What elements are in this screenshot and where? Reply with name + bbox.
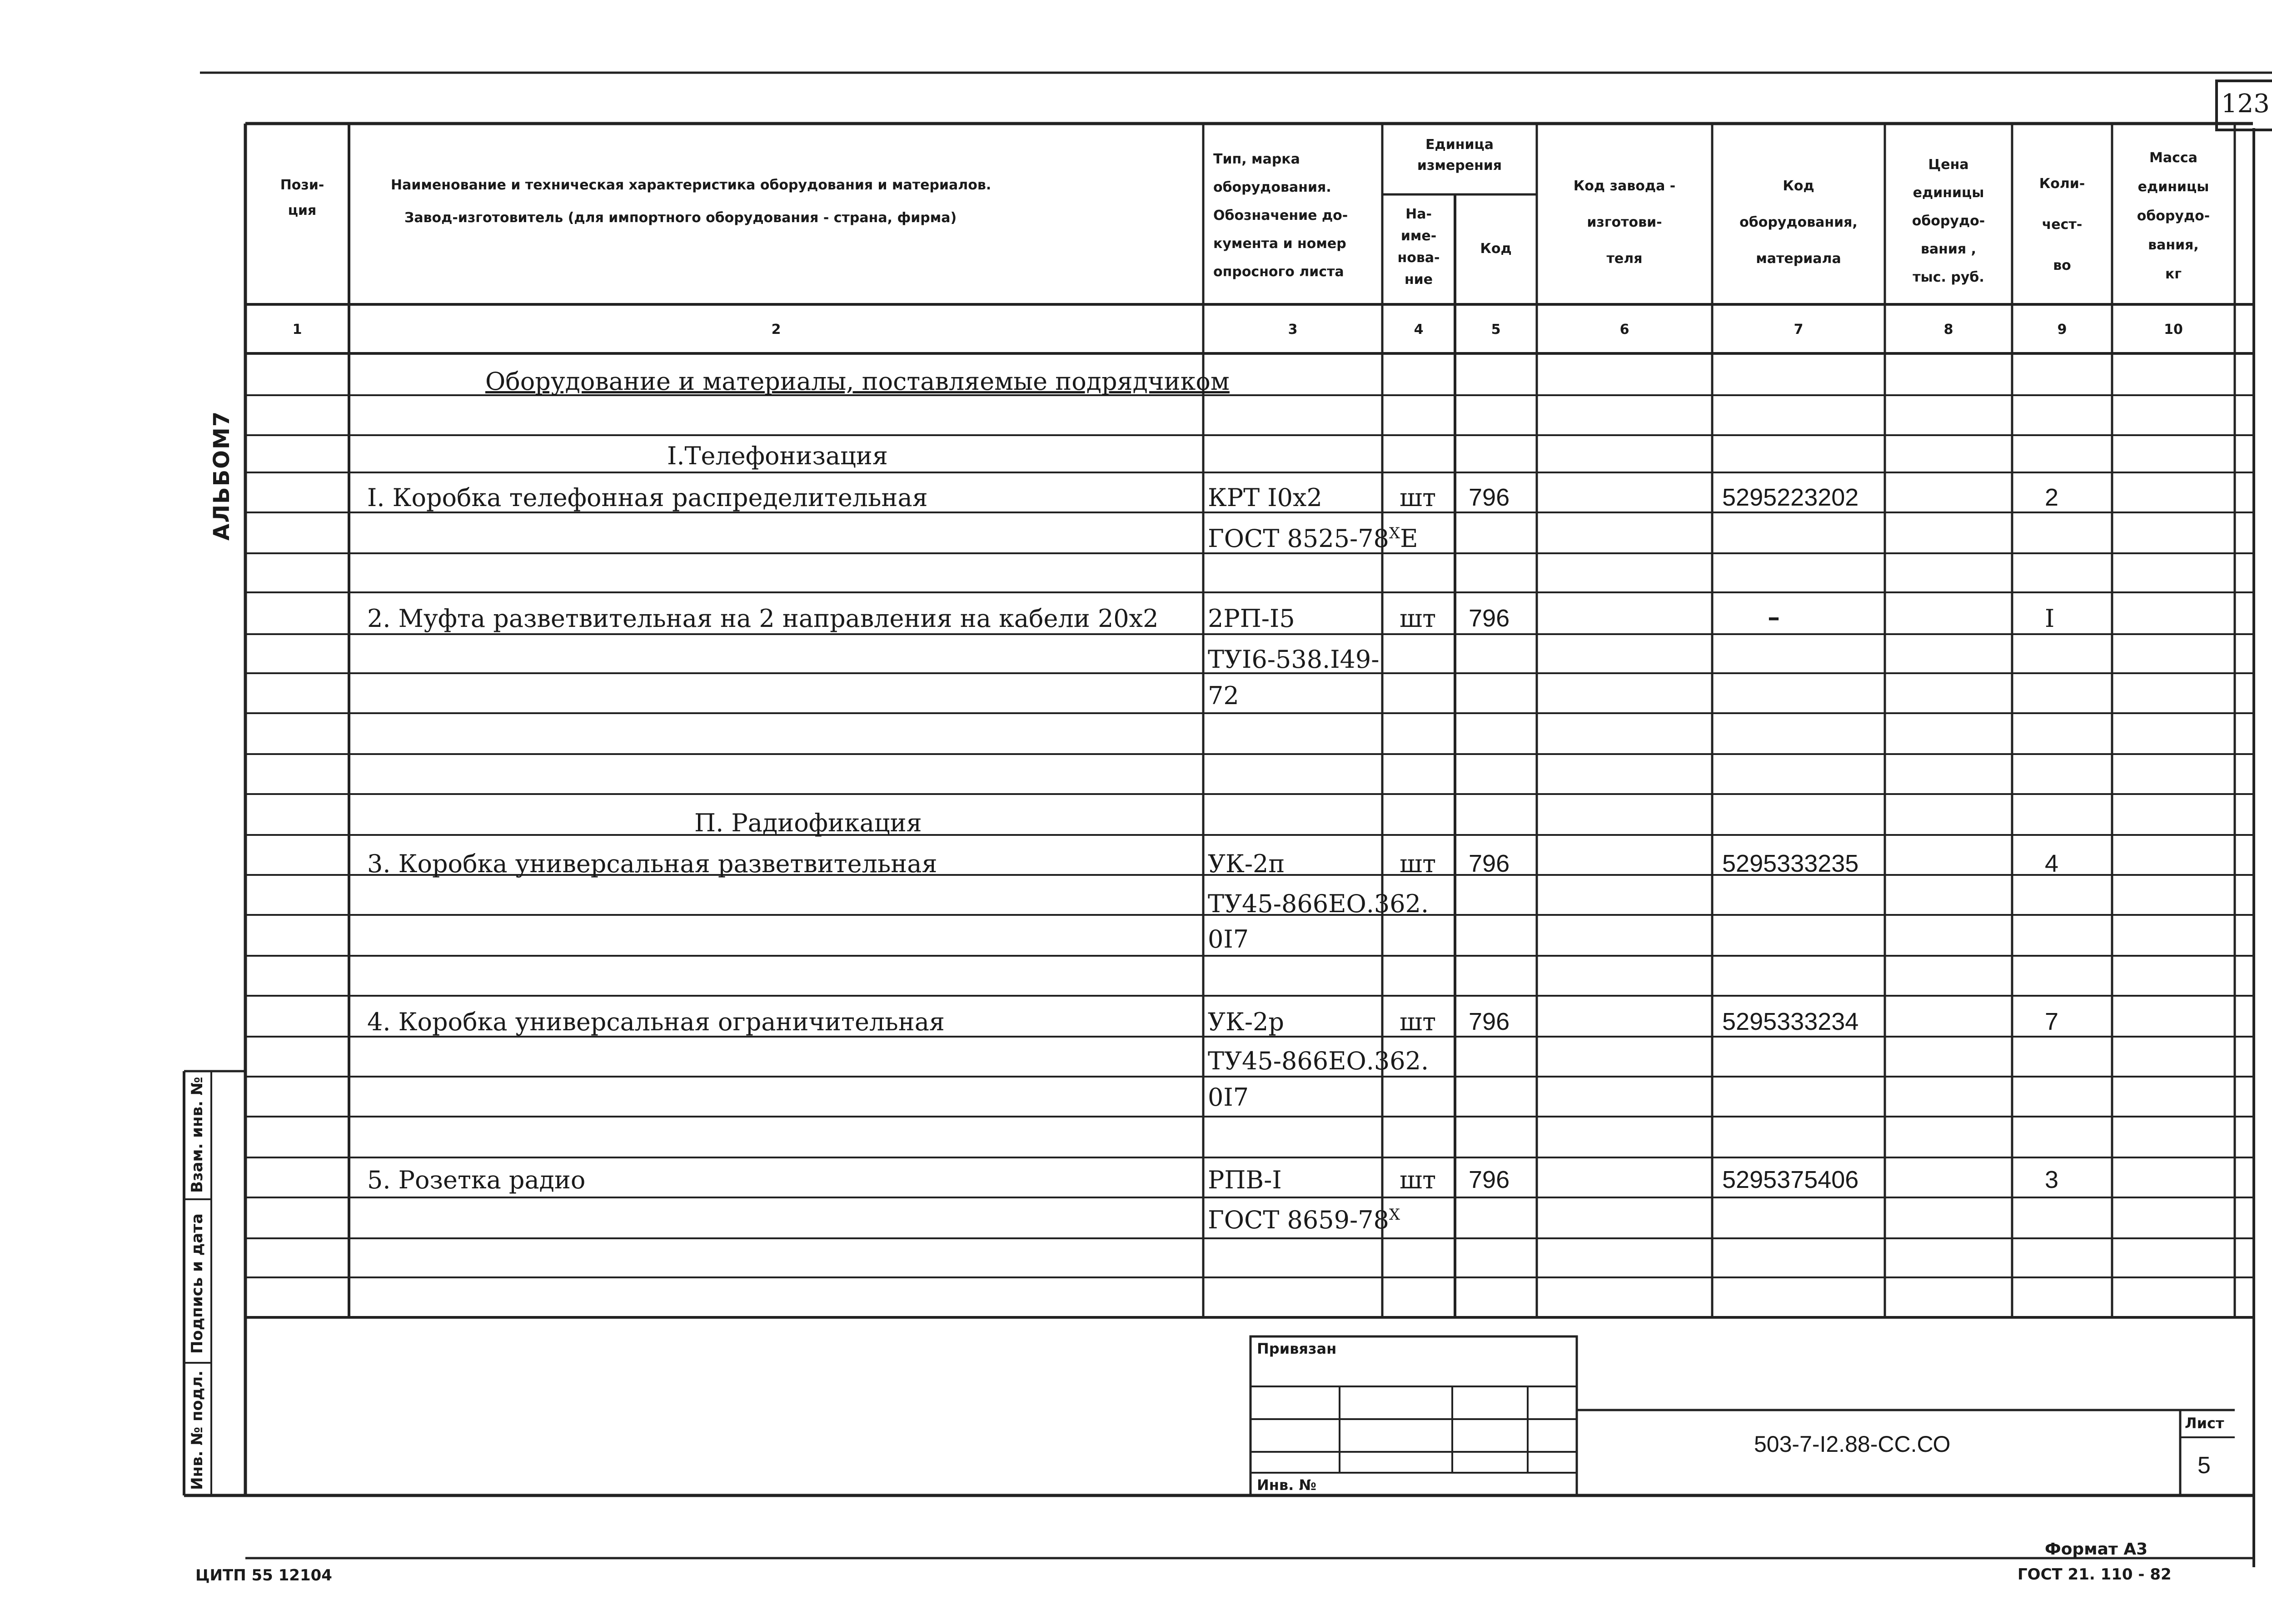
stamp-list-label: Лист bbox=[2185, 1415, 2224, 1432]
colnum-7: 7 bbox=[1794, 322, 1804, 338]
item-4-code: 5295333234 bbox=[1722, 1008, 1859, 1035]
item-2-name: 2. Муфта разветвительная на 2 направления на кабели 20x2 bbox=[367, 604, 1159, 633]
item-2-doc: ТУI6-538.I49- bbox=[1208, 645, 1380, 674]
item-4-doc-cont: 0I7 bbox=[1208, 1083, 1249, 1112]
header-mass: Масса единицы оборудо- вания, кг bbox=[2137, 150, 2210, 282]
item-5-unit: шт bbox=[1400, 1166, 1436, 1194]
footer-gost: ГОСТ 21. 110 - 82 bbox=[2018, 1565, 2172, 1584]
item-3-unit-code: 796 bbox=[1469, 850, 1510, 877]
side-stamp-signature: Подпись и дата bbox=[188, 1213, 206, 1354]
item-2-doc-cont: 72 bbox=[1208, 681, 1239, 710]
item-3-qty: 4 bbox=[2045, 850, 2059, 877]
item-5-doc: ГОСТ $8659-78^Х$ bbox=[1208, 1206, 1400, 1234]
item-4-type: УК-2р bbox=[1208, 1008, 1284, 1036]
item-5-unit-code: 796 bbox=[1469, 1166, 1510, 1193]
item-1-type: КРТ I0x2 bbox=[1208, 483, 1322, 512]
colnum-2: 2 bbox=[771, 322, 781, 338]
item-2-qty: I bbox=[2045, 604, 2055, 633]
item-3-type: УК-2п bbox=[1208, 849, 1285, 878]
item-1-unit: шт bbox=[1400, 483, 1436, 512]
item-3-doc: ТУ45-866ЕО.362. bbox=[1208, 889, 1429, 918]
item-3-code: 5295333235 bbox=[1722, 850, 1859, 877]
stamp-designation: 503-7-I2.88-СС.СО bbox=[1754, 1431, 1951, 1457]
item-3-doc-cont: 0I7 bbox=[1208, 925, 1249, 954]
item-5-qty: 3 bbox=[2045, 1166, 2059, 1193]
item-2-unit-code: 796 bbox=[1469, 605, 1510, 632]
colnum-6: 6 bbox=[1619, 322, 1629, 338]
header-position: Пози- ция bbox=[280, 177, 324, 219]
header-unit-group: Единица измерения bbox=[1417, 137, 1502, 174]
album-label: АЛЬБОМ7 bbox=[209, 410, 234, 541]
item-5-code: 5295375406 bbox=[1722, 1166, 1859, 1193]
header-unit-code: Код bbox=[1480, 241, 1512, 257]
item-1-unit-code: 796 bbox=[1469, 484, 1510, 511]
section-radio: П. Радиофикация bbox=[694, 809, 922, 837]
stamp-inv: Инв. № bbox=[1257, 1476, 1316, 1494]
item-2-code: – bbox=[1768, 602, 1780, 631]
colnum-4: 4 bbox=[1414, 322, 1424, 338]
item-1-name: I. Коробка телефонная распределительная bbox=[367, 483, 928, 512]
item-4-qty: 7 bbox=[2045, 1008, 2059, 1035]
item-1-code: 5295223202 bbox=[1722, 484, 1859, 511]
side-stamp-replaces: Взам. инв. № bbox=[188, 1077, 206, 1193]
item-4-doc: ТУ45-866ЕО.362. bbox=[1208, 1047, 1429, 1075]
colnum-9: 9 bbox=[2057, 322, 2067, 338]
item-5-name: 5. Розетка радио bbox=[367, 1166, 586, 1194]
footer-code: ЦИТП 55 12104 bbox=[195, 1566, 332, 1584]
item-1-doc: ГОСТ $8525-78^ХЕ$ bbox=[1208, 524, 1418, 553]
item-2-unit: шт bbox=[1400, 604, 1436, 633]
item-4-unit: шт bbox=[1400, 1008, 1436, 1036]
item-4-unit-code: 796 bbox=[1469, 1008, 1510, 1035]
header-type: Тип, марка оборудования. Обозначение до- кумента и номер опросного листа bbox=[1213, 151, 1348, 280]
colnum-3: 3 bbox=[1288, 322, 1298, 338]
item-5-type: РПВ-I bbox=[1208, 1166, 1282, 1194]
footer-format: Формат А3 bbox=[2045, 1540, 2148, 1559]
colnum-5: 5 bbox=[1491, 322, 1501, 338]
colnum-1: 1 bbox=[292, 322, 302, 338]
side-stamp-inv: Инв. № подл. bbox=[188, 1370, 206, 1490]
stamp-list-number: 5 bbox=[2197, 1452, 2211, 1479]
header-price: Цена единицы оборудо- вания , тыс. руб. bbox=[1912, 157, 1985, 285]
item-2-type: 2РП-I5 bbox=[1208, 604, 1295, 633]
item-3-name: 3. Коробка универсальная разветвительная bbox=[367, 849, 937, 878]
item-3-unit: шт bbox=[1400, 849, 1436, 878]
header-name: Наименование и техническая характеристика оборудования и материалов. Завод-изготовитель (для импортного оборудования - страна, фирма) bbox=[391, 177, 992, 226]
header-equipment-code: Код оборудования, материала bbox=[1739, 178, 1858, 267]
colnum-10: 10 bbox=[2164, 322, 2183, 338]
header-factory-code: Код завода - изготови- теля bbox=[1573, 178, 1676, 267]
header-unit-name: На- име- нова- ние bbox=[1397, 206, 1440, 288]
colnum-8: 8 bbox=[1943, 322, 1953, 338]
item-4-name: 4. Коробка универсальная ограничительная bbox=[367, 1008, 945, 1036]
stamp-privyazan: Привязан bbox=[1257, 1340, 1337, 1357]
sheet-number: 123 bbox=[2221, 89, 2270, 119]
section-telephony: I.Телефонизация bbox=[667, 442, 888, 470]
section-title: Оборудование и материалы, поставляемые подрядчиком bbox=[485, 367, 1230, 396]
header-quantity: Коли- чест- во bbox=[2039, 176, 2085, 273]
item-1-qty: 2 bbox=[2045, 484, 2059, 511]
